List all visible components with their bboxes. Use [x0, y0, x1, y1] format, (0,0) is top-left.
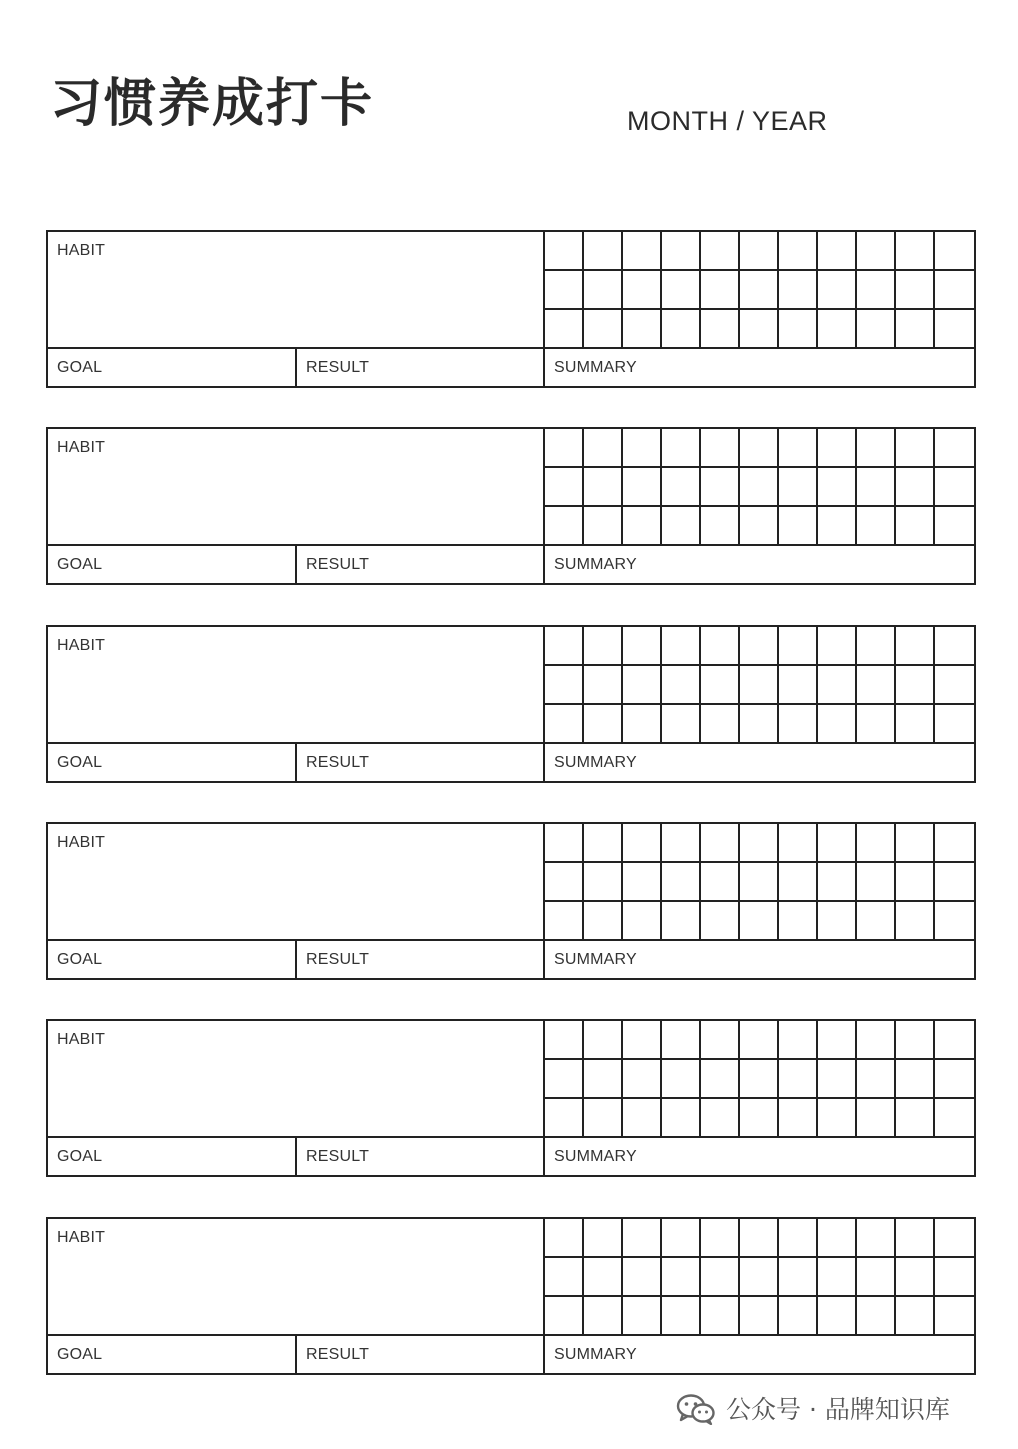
checkin-cell[interactable] — [545, 1219, 584, 1258]
summary-label: SUMMARY — [554, 1148, 637, 1165]
checkin-cell[interactable] — [896, 1021, 935, 1060]
checkin-cell[interactable] — [779, 429, 818, 468]
summary-field[interactable] — [543, 546, 974, 583]
checkin-grid — [543, 1021, 974, 1138]
checkin-cell[interactable] — [701, 1297, 740, 1336]
checkin-cell[interactable] — [779, 1060, 818, 1099]
checkin-cell[interactable] — [584, 705, 623, 744]
goal-label: GOAL — [57, 1148, 103, 1165]
checkin-cell[interactable] — [662, 705, 701, 744]
goal-field[interactable] — [48, 1138, 295, 1175]
checkin-cell[interactable] — [818, 507, 857, 546]
checkin-cell[interactable] — [857, 310, 896, 349]
checkin-cell[interactable] — [584, 1297, 623, 1336]
checkin-cell[interactable] — [818, 824, 857, 863]
checkin-grid — [543, 429, 974, 546]
checkin-cell[interactable] — [623, 232, 662, 271]
checkin-cell[interactable] — [701, 468, 740, 507]
checkin-cell[interactable] — [740, 1099, 779, 1138]
checkin-cell[interactable] — [662, 1219, 701, 1258]
checkin-cell[interactable] — [857, 1258, 896, 1297]
checkin-cell[interactable] — [662, 232, 701, 271]
checkin-cell[interactable] — [701, 232, 740, 271]
habit-field[interactable] — [48, 1021, 543, 1138]
checkin-cell[interactable] — [779, 705, 818, 744]
checkin-cell[interactable] — [818, 863, 857, 902]
checkin-cell[interactable] — [896, 1099, 935, 1138]
habit-field[interactable] — [48, 824, 543, 941]
checkin-cell[interactable] — [935, 310, 974, 349]
checkin-cell[interactable] — [584, 310, 623, 349]
result-label: RESULT — [306, 951, 370, 968]
checkin-cell[interactable] — [818, 1060, 857, 1099]
checkin-cell[interactable] — [545, 1060, 584, 1099]
result-field[interactable] — [295, 546, 543, 583]
checkin-cell[interactable] — [701, 271, 740, 310]
checkin-cell[interactable] — [701, 429, 740, 468]
checkin-cell[interactable] — [857, 1021, 896, 1060]
checkin-cell[interactable] — [935, 507, 974, 546]
checkin-cell[interactable] — [779, 310, 818, 349]
summary-field[interactable] — [543, 744, 974, 781]
habit-card — [46, 822, 976, 980]
card-footer-row — [48, 939, 974, 978]
checkin-cell[interactable] — [779, 824, 818, 863]
checkin-cell[interactable] — [545, 429, 584, 468]
habit-label: HABIT — [57, 637, 106, 654]
checkin-cell[interactable] — [623, 863, 662, 902]
checkin-cell[interactable] — [545, 627, 584, 666]
checkin-cell[interactable] — [662, 863, 701, 902]
summary-field[interactable] — [543, 1336, 974, 1373]
checkin-cell[interactable] — [740, 705, 779, 744]
checkin-cell[interactable] — [935, 1258, 974, 1297]
checkin-cell[interactable] — [818, 1219, 857, 1258]
checkin-cell[interactable] — [935, 824, 974, 863]
checkin-cell[interactable] — [740, 1258, 779, 1297]
goal-label: GOAL — [57, 359, 103, 376]
checkin-cell[interactable] — [935, 1060, 974, 1099]
checkin-cell[interactable] — [740, 1297, 779, 1336]
checkin-cell[interactable] — [779, 1021, 818, 1060]
checkin-cell[interactable] — [818, 271, 857, 310]
checkin-cell[interactable] — [623, 1219, 662, 1258]
wechat-icon — [676, 1393, 716, 1425]
habit-field[interactable] — [48, 627, 543, 744]
goal-field[interactable] — [48, 941, 295, 978]
checkin-cell[interactable] — [623, 271, 662, 310]
checkin-cell[interactable] — [662, 310, 701, 349]
checkin-cell[interactable] — [779, 666, 818, 705]
checkin-cell[interactable] — [662, 1021, 701, 1060]
checkin-cell[interactable] — [740, 1021, 779, 1060]
checkin-cell[interactable] — [623, 429, 662, 468]
checkin-cell[interactable] — [662, 1099, 701, 1138]
checkin-cell[interactable] — [584, 232, 623, 271]
checkin-cell[interactable] — [818, 429, 857, 468]
checkin-cell[interactable] — [662, 507, 701, 546]
habit-label: HABIT — [57, 834, 106, 851]
checkin-cell[interactable] — [896, 863, 935, 902]
habit-field[interactable] — [48, 429, 543, 546]
result-field[interactable] — [295, 349, 543, 386]
checkin-cell[interactable] — [779, 1297, 818, 1336]
checkin-cell[interactable] — [935, 1099, 974, 1138]
card-footer-row — [48, 742, 974, 781]
checkin-cell[interactable] — [701, 1021, 740, 1060]
checkin-cell[interactable] — [740, 824, 779, 863]
checkin-grid — [543, 232, 974, 349]
checkin-cell[interactable] — [584, 824, 623, 863]
goal-field[interactable] — [48, 546, 295, 583]
checkin-cell[interactable] — [623, 627, 662, 666]
checkin-cell[interactable] — [545, 863, 584, 902]
result-field[interactable] — [295, 941, 543, 978]
checkin-cell[interactable] — [584, 1021, 623, 1060]
checkin-cell[interactable] — [584, 902, 623, 941]
checkin-cell[interactable] — [818, 1021, 857, 1060]
checkin-cell[interactable] — [896, 824, 935, 863]
checkin-cell[interactable] — [623, 902, 662, 941]
checkin-cell[interactable] — [740, 1219, 779, 1258]
checkin-cell[interactable] — [545, 271, 584, 310]
checkin-cell[interactable] — [779, 902, 818, 941]
checkin-cell[interactable] — [818, 902, 857, 941]
checkin-cell[interactable] — [896, 468, 935, 507]
card-footer-row — [48, 1334, 974, 1373]
checkin-cell[interactable] — [623, 666, 662, 705]
checkin-cell[interactable] — [935, 1219, 974, 1258]
checkin-cell[interactable] — [662, 666, 701, 705]
checkin-cell[interactable] — [779, 627, 818, 666]
habit-card — [46, 230, 976, 388]
result-label: RESULT — [306, 754, 370, 771]
result-label: RESULT — [306, 1148, 370, 1165]
goal-label: GOAL — [57, 1346, 103, 1363]
checkin-cell[interactable] — [896, 1219, 935, 1258]
checkin-cell[interactable] — [779, 1099, 818, 1138]
goal-label: GOAL — [57, 951, 103, 968]
checkin-cell[interactable] — [545, 705, 584, 744]
checkin-cell[interactable] — [896, 1060, 935, 1099]
checkin-cell[interactable] — [701, 627, 740, 666]
checkin-cell[interactable] — [779, 468, 818, 507]
checkin-cell[interactable] — [779, 863, 818, 902]
checkin-cell[interactable] — [935, 1297, 974, 1336]
habit-label: HABIT — [57, 242, 106, 259]
checkin-cell[interactable] — [623, 705, 662, 744]
result-field[interactable] — [295, 1138, 543, 1175]
checkin-cell[interactable] — [779, 507, 818, 546]
checkin-cell[interactable] — [935, 705, 974, 744]
checkin-cell[interactable] — [545, 468, 584, 507]
checkin-cell[interactable] — [857, 271, 896, 310]
card-footer-row — [48, 1136, 974, 1175]
checkin-cell[interactable] — [896, 429, 935, 468]
checkin-cell[interactable] — [584, 863, 623, 902]
checkin-cell[interactable] — [896, 705, 935, 744]
checkin-cell[interactable] — [896, 902, 935, 941]
checkin-cell[interactable] — [857, 468, 896, 507]
checkin-cell[interactable] — [857, 863, 896, 902]
checkin-cell[interactable] — [935, 232, 974, 271]
checkin-cell[interactable] — [662, 1297, 701, 1336]
habit-card — [46, 427, 976, 585]
checkin-cell[interactable] — [740, 1060, 779, 1099]
habit-label: HABIT — [57, 1031, 106, 1048]
checkin-cell[interactable] — [584, 1099, 623, 1138]
checkin-cell[interactable] — [740, 271, 779, 310]
habit-card — [46, 625, 976, 783]
checkin-cell[interactable] — [545, 310, 584, 349]
checkin-cell[interactable] — [896, 666, 935, 705]
goal-field[interactable] — [48, 1336, 295, 1373]
goal-label: GOAL — [57, 556, 103, 573]
result-field[interactable] — [295, 1336, 543, 1373]
checkin-cell[interactable] — [818, 627, 857, 666]
summary-label: SUMMARY — [554, 556, 637, 573]
checkin-cell[interactable] — [545, 1297, 584, 1336]
checkin-cell[interactable] — [623, 1258, 662, 1297]
checkin-cell[interactable] — [662, 429, 701, 468]
checkin-cell[interactable] — [662, 468, 701, 507]
checkin-cell[interactable] — [857, 1060, 896, 1099]
checkin-cell[interactable] — [857, 705, 896, 744]
summary-label: SUMMARY — [554, 754, 637, 771]
habit-card — [46, 1217, 976, 1375]
checkin-cell[interactable] — [701, 310, 740, 349]
card-footer-row — [48, 544, 974, 583]
checkin-cell[interactable] — [701, 705, 740, 744]
checkin-cell[interactable] — [584, 1060, 623, 1099]
checkin-grid — [543, 1219, 974, 1336]
checkin-cell[interactable] — [701, 666, 740, 705]
checkin-cell[interactable] — [857, 666, 896, 705]
checkin-cell[interactable] — [857, 1219, 896, 1258]
checkin-cell[interactable] — [896, 271, 935, 310]
checkin-cell[interactable] — [740, 310, 779, 349]
card-footer-row — [48, 347, 974, 386]
checkin-cell[interactable] — [584, 429, 623, 468]
checkin-cell[interactable] — [857, 627, 896, 666]
checkin-cell[interactable] — [740, 902, 779, 941]
checkin-cell[interactable] — [935, 863, 974, 902]
habit-label: HABIT — [57, 1229, 106, 1246]
checkin-cell[interactable] — [857, 824, 896, 863]
checkin-cell[interactable] — [818, 1099, 857, 1138]
checkin-cell[interactable] — [701, 824, 740, 863]
checkin-cell[interactable] — [623, 468, 662, 507]
checkin-cell[interactable] — [701, 1258, 740, 1297]
watermark-text: 公众号 · 品牌知识库 — [726, 1394, 950, 1424]
checkin-cell[interactable] — [545, 232, 584, 271]
checkin-cell[interactable] — [857, 429, 896, 468]
checkin-cell[interactable] — [584, 627, 623, 666]
checkin-cell[interactable] — [584, 507, 623, 546]
summary-label: SUMMARY — [554, 359, 637, 376]
result-label: RESULT — [306, 556, 370, 573]
checkin-cell[interactable] — [896, 627, 935, 666]
checkin-cell[interactable] — [896, 310, 935, 349]
checkin-cell[interactable] — [662, 824, 701, 863]
goal-field[interactable] — [48, 349, 295, 386]
checkin-cell[interactable] — [935, 902, 974, 941]
checkin-cell[interactable] — [662, 1060, 701, 1099]
checkin-cell[interactable] — [935, 468, 974, 507]
checkin-cell[interactable] — [662, 271, 701, 310]
checkin-cell[interactable] — [584, 1219, 623, 1258]
checkin-cell[interactable] — [740, 232, 779, 271]
checkin-cell[interactable] — [740, 627, 779, 666]
habit-label: HABIT — [57, 439, 106, 456]
result-field[interactable] — [295, 744, 543, 781]
checkin-cell[interactable] — [857, 1099, 896, 1138]
checkin-cell[interactable] — [701, 863, 740, 902]
checkin-cell[interactable] — [740, 468, 779, 507]
checkin-cell[interactable] — [584, 1258, 623, 1297]
checkin-cell[interactable] — [935, 429, 974, 468]
checkin-cell[interactable] — [701, 1219, 740, 1258]
checkin-cell[interactable] — [623, 310, 662, 349]
checkin-cell[interactable] — [584, 468, 623, 507]
checkin-cell[interactable] — [623, 824, 662, 863]
checkin-cell[interactable] — [623, 1297, 662, 1336]
checkin-cell[interactable] — [818, 232, 857, 271]
checkin-cell[interactable] — [779, 1258, 818, 1297]
result-label: RESULT — [306, 1346, 370, 1363]
habit-field[interactable] — [48, 232, 543, 349]
checkin-cell[interactable] — [779, 1219, 818, 1258]
goal-label: GOAL — [57, 754, 103, 771]
checkin-cell[interactable] — [545, 666, 584, 705]
checkin-cell[interactable] — [701, 1099, 740, 1138]
checkin-cell[interactable] — [584, 666, 623, 705]
checkin-cell[interactable] — [818, 1258, 857, 1297]
checkin-cell[interactable] — [623, 1099, 662, 1138]
checkin-cell[interactable] — [740, 429, 779, 468]
checkin-cell[interactable] — [545, 507, 584, 546]
checkin-cell[interactable] — [818, 310, 857, 349]
checkin-cell[interactable] — [857, 232, 896, 271]
checkin-cell[interactable] — [545, 1099, 584, 1138]
checkin-cell[interactable] — [662, 1258, 701, 1297]
checkin-cell[interactable] — [623, 1021, 662, 1060]
page-title: 习惯养成打卡 — [50, 74, 375, 134]
checkin-cell[interactable] — [545, 824, 584, 863]
checkin-cell[interactable] — [935, 1021, 974, 1060]
checkin-cell[interactable] — [545, 902, 584, 941]
checkin-cell[interactable] — [896, 1297, 935, 1336]
summary-field[interactable] — [543, 941, 974, 978]
checkin-cell[interactable] — [623, 507, 662, 546]
checkin-cell[interactable] — [740, 863, 779, 902]
summary-label: SUMMARY — [554, 1346, 637, 1363]
checkin-cell[interactable] — [662, 627, 701, 666]
checkin-cell[interactable] — [818, 1297, 857, 1336]
checkin-cell[interactable] — [662, 902, 701, 941]
checkin-cell[interactable] — [857, 1297, 896, 1336]
habit-card — [46, 1019, 976, 1177]
checkin-cell[interactable] — [545, 1021, 584, 1060]
checkin-cell[interactable] — [701, 902, 740, 941]
checkin-grid — [543, 627, 974, 744]
checkin-cell[interactable] — [857, 507, 896, 546]
summary-field[interactable] — [543, 1138, 974, 1175]
checkin-cell[interactable] — [935, 666, 974, 705]
checkin-cell[interactable] — [896, 1258, 935, 1297]
summary-label: SUMMARY — [554, 951, 637, 968]
checkin-cell[interactable] — [701, 507, 740, 546]
checkin-cell[interactable] — [896, 232, 935, 271]
checkin-cell[interactable] — [779, 232, 818, 271]
checkin-cell[interactable] — [740, 507, 779, 546]
summary-field[interactable] — [543, 349, 974, 386]
goal-field[interactable] — [48, 744, 295, 781]
habit-field[interactable] — [48, 1219, 543, 1336]
checkin-cell[interactable] — [818, 666, 857, 705]
checkin-grid — [543, 824, 974, 941]
checkin-cell[interactable] — [935, 271, 974, 310]
checkin-cell[interactable] — [740, 666, 779, 705]
watermark — [676, 1393, 950, 1425]
checkin-cell[interactable] — [935, 627, 974, 666]
checkin-cell[interactable] — [545, 1258, 584, 1297]
checkin-cell[interactable] — [818, 468, 857, 507]
month-year-label: MONTH / YEAR — [627, 106, 828, 136]
result-label: RESULT — [306, 359, 370, 376]
checkin-cell[interactable] — [896, 507, 935, 546]
checkin-cell[interactable] — [701, 1060, 740, 1099]
checkin-cell[interactable] — [623, 1060, 662, 1099]
checkin-cell[interactable] — [779, 271, 818, 310]
checkin-cell[interactable] — [818, 705, 857, 744]
checkin-cell[interactable] — [857, 902, 896, 941]
checkin-cell[interactable] — [584, 271, 623, 310]
